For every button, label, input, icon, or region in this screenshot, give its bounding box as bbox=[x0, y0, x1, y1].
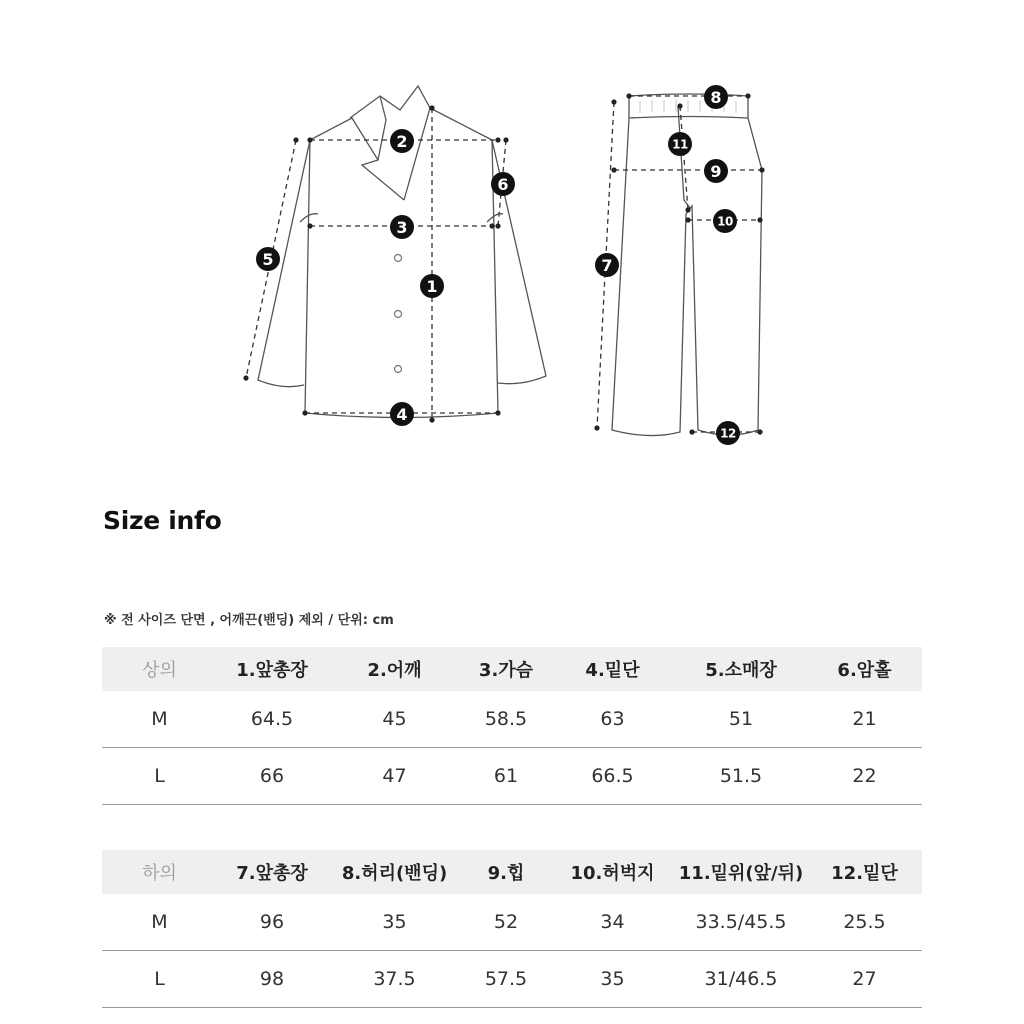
category-label: 하의 bbox=[102, 850, 217, 894]
size-info-title: Size info bbox=[103, 506, 222, 535]
marker-6 bbox=[491, 172, 515, 196]
table-cell: 66.5 bbox=[550, 748, 675, 805]
table-cell: 66 bbox=[217, 748, 327, 805]
marker-3 bbox=[390, 215, 414, 239]
table-cell: 25.5 bbox=[807, 894, 922, 951]
svg-text:8: 8 bbox=[710, 88, 722, 107]
table-row bbox=[102, 691, 922, 748]
marker-1 bbox=[420, 274, 444, 298]
table-cell: 35 bbox=[550, 951, 675, 1008]
table-cell: 57.5 bbox=[462, 951, 550, 1008]
size-label: M bbox=[102, 894, 217, 951]
marker-10 bbox=[713, 209, 737, 233]
table-cell: 37.5 bbox=[327, 951, 462, 1008]
column-header: 1.앞총장 bbox=[217, 647, 327, 691]
table-row bbox=[102, 894, 922, 951]
table-cell: 51.5 bbox=[675, 748, 807, 805]
size-diagram bbox=[0, 0, 1024, 470]
column-header: 6.암홀 bbox=[807, 647, 922, 691]
category-label: 상의 bbox=[102, 647, 217, 691]
table-cell: 27 bbox=[807, 951, 922, 1008]
marker-12 bbox=[716, 421, 740, 445]
svg-text:5: 5 bbox=[262, 250, 274, 269]
table-cell: 47 bbox=[327, 748, 462, 805]
table-cell: 96 bbox=[217, 894, 327, 951]
marker-11 bbox=[668, 132, 692, 156]
column-header: 10.허벅지 bbox=[550, 850, 675, 894]
table-row bbox=[102, 951, 922, 1008]
column-header: 3.가슴 bbox=[462, 647, 550, 691]
svg-text:4: 4 bbox=[396, 405, 408, 424]
table-cell: 22 bbox=[807, 748, 922, 805]
svg-text:3: 3 bbox=[396, 218, 408, 237]
svg-text:10: 10 bbox=[717, 214, 733, 229]
column-header: 2.어깨 bbox=[327, 647, 462, 691]
table-cell: 51 bbox=[675, 691, 807, 748]
table-cell: 98 bbox=[217, 951, 327, 1008]
table-header-row bbox=[102, 850, 922, 894]
column-header: 12.밑단 bbox=[807, 850, 922, 894]
table-cell: 52 bbox=[462, 894, 550, 951]
table-cell: 35 bbox=[327, 894, 462, 951]
svg-text:2: 2 bbox=[396, 132, 408, 151]
table-header-row bbox=[102, 647, 922, 691]
marker-7 bbox=[595, 253, 619, 277]
svg-text:7: 7 bbox=[601, 256, 613, 275]
column-header: 4.밑단 bbox=[550, 647, 675, 691]
svg-text:9: 9 bbox=[710, 162, 722, 181]
table-cell: 45 bbox=[327, 691, 462, 748]
svg-text:11: 11 bbox=[672, 137, 688, 152]
column-header: 9.힙 bbox=[462, 850, 550, 894]
column-header: 7.앞총장 bbox=[217, 850, 327, 894]
marker-2 bbox=[390, 129, 414, 153]
marker-5 bbox=[256, 247, 280, 271]
column-header: 11.밑위(앞/뒤) bbox=[675, 850, 807, 894]
marker-8 bbox=[704, 85, 728, 109]
column-header: 8.허리(밴딩) bbox=[327, 850, 462, 894]
bottom-size-table bbox=[102, 850, 922, 1008]
marker-4 bbox=[390, 402, 414, 426]
size-info-note: ※ 전 사이즈 단면 , 어깨끈(밴딩) 제외 / 단위: cm bbox=[104, 613, 394, 628]
svg-text:12: 12 bbox=[720, 426, 736, 441]
svg-text:1: 1 bbox=[426, 277, 438, 296]
table-cell: 61 bbox=[462, 748, 550, 805]
column-header: 5.소매장 bbox=[675, 647, 807, 691]
top-size-table bbox=[102, 647, 922, 805]
table-cell: 34 bbox=[550, 894, 675, 951]
marker-9 bbox=[704, 159, 728, 183]
size-label: L bbox=[102, 748, 217, 805]
table-row bbox=[102, 748, 922, 805]
table-cell: 33.5/45.5 bbox=[675, 894, 807, 951]
table-cell: 31/46.5 bbox=[675, 951, 807, 1008]
table-cell: 21 bbox=[807, 691, 922, 748]
size-label: L bbox=[102, 951, 217, 1008]
svg-text:6: 6 bbox=[497, 175, 509, 194]
table-cell: 64.5 bbox=[217, 691, 327, 748]
table-cell: 58.5 bbox=[462, 691, 550, 748]
table-cell: 63 bbox=[550, 691, 675, 748]
shirt-buttons bbox=[395, 255, 402, 373]
size-label: M bbox=[102, 691, 217, 748]
